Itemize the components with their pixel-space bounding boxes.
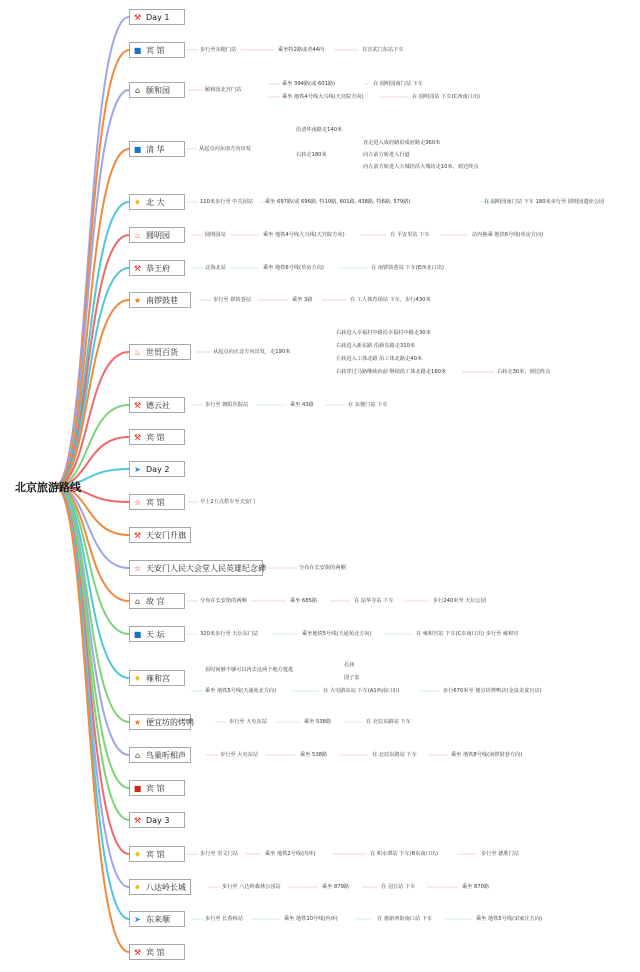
- topic-label: 北 大: [146, 197, 165, 207]
- route-step: 步行至 崇文门站: [200, 850, 238, 857]
- topic-label: 宾 馆: [146, 432, 165, 442]
- topic-label: 宾 馆: [146, 849, 165, 859]
- route-step: 乘坐 879路: [322, 883, 350, 890]
- star-outline-icon: ☆: [133, 497, 142, 507]
- topic-shimao[interactable]: [129, 344, 191, 360]
- topic-label: 圆明园: [146, 230, 170, 240]
- lightbulb-icon: ♦: [133, 849, 142, 859]
- topic-label: 天 坛: [146, 629, 165, 639]
- topic-hotel1[interactable]: [129, 42, 185, 58]
- topic-hotel6[interactable]: [129, 944, 185, 960]
- route-step: 国子监: [344, 674, 360, 681]
- topic-beida[interactable]: [129, 194, 185, 210]
- route-step: 乘坐 870路: [462, 883, 490, 890]
- hammer-pick-icon: ⚒: [133, 12, 142, 22]
- topic-label: 宾 馆: [146, 783, 165, 793]
- paper-plane-icon: ➤: [134, 464, 141, 474]
- house-icon: ⌂: [134, 596, 141, 606]
- topic-label: 故 宫: [146, 596, 165, 606]
- house-icon: ⌂: [134, 85, 141, 95]
- map-root-title: 北京旅游路线: [15, 481, 81, 494]
- route-step: 乘坐 地铁6号线(草房方向): [263, 264, 324, 271]
- route-step: 在 法华寺站 下车: [354, 597, 394, 604]
- route-step: 乘坐 43路: [290, 401, 314, 408]
- route-step: 步行至 长春桥站: [205, 915, 243, 922]
- topic-label: 宾 馆: [146, 947, 165, 957]
- route-step: 乘坐 地铁8号线(南锣鼓巷方向): [451, 751, 523, 758]
- star-icon: ★: [133, 717, 142, 727]
- route-step: 乘坐 697路(或 696路, 特10路, 601路, 438路, 特6路, 579路): [265, 198, 411, 205]
- route-step: 分布在长安街的两侧: [200, 597, 247, 604]
- route-step: 在 圆明园站 下车(C西南口出): [412, 93, 481, 100]
- route-step: 乘坐 地铁4号线大兴线(天宫院方向): [263, 231, 345, 238]
- topic-yonghegong[interactable]: [129, 670, 185, 686]
- hammer-pick-icon: ⚒: [133, 263, 142, 273]
- route-step: 步行至东便门站: [200, 46, 237, 53]
- route-step: 在 南锣鼓巷站 下车(E西北口出): [371, 264, 444, 271]
- route-step: 乘坐 538路: [300, 751, 328, 758]
- topic-label: 天安门人民大会堂人民英雄纪念碑: [146, 563, 266, 573]
- topic-label: 天安门升旗: [146, 530, 186, 540]
- topic-hotel4[interactable]: [129, 780, 185, 796]
- topic-label: 德云社: [146, 400, 170, 410]
- route-step: 直走进入成府路沿成府路走360米: [363, 139, 441, 146]
- route-step: 步行至 大屯东站: [229, 718, 267, 725]
- topic-label: 清 华: [146, 144, 165, 154]
- route-step: 圆明园站: [205, 231, 226, 238]
- route-step: 在 雍和宫站 下车(C东南口出) 步行至 雍和宫: [416, 630, 519, 637]
- topic-yuanmingyuan[interactable]: [129, 227, 185, 243]
- blue-square-flag-icon: ■: [133, 629, 142, 639]
- route-step: 在 工人体育场站 下车，步行430米: [350, 296, 431, 303]
- route-step: 在 羽丘站 下车: [381, 883, 416, 890]
- red-flag-icon: ■: [133, 783, 142, 793]
- route-step: 在 平安里站 下车: [390, 231, 430, 238]
- route-step: 步行至 朝阳医院站: [205, 401, 249, 408]
- topic-hotel5[interactable]: [129, 846, 185, 862]
- topic-qinghua[interactable]: [129, 141, 185, 157]
- route-step: 乘坐 538路: [304, 718, 332, 725]
- route-step: 孔庙: [344, 661, 355, 668]
- route-step: 320米步行至 天坛东门站: [200, 630, 259, 637]
- topic-label: Day 2: [146, 464, 170, 474]
- topic-tiantan[interactable]: [129, 626, 185, 642]
- hammer-pick-icon: ⚒: [133, 815, 142, 825]
- route-step: 在 北辰东路站 下车: [372, 751, 417, 758]
- route-step: 乘坐 地铁10号线(内环): [284, 915, 338, 922]
- route-step: 右转穿过马路继续向前 继续沿工体北路走160米: [336, 368, 447, 375]
- route-step: 分布在长安街的两侧: [299, 564, 346, 571]
- route-step: 右转进入幸福村中路沿幸福村中路走30米: [336, 329, 431, 336]
- topic-hotel2[interactable]: [129, 429, 185, 445]
- blue-square-flag-icon: ■: [133, 45, 142, 55]
- house-icon: ⌂: [134, 750, 141, 760]
- route-step: 站内换乘 地铁6号线(草房方向): [472, 231, 544, 238]
- topic-gongwangfu[interactable]: [129, 260, 185, 276]
- topic-label: 恭王府: [146, 263, 170, 273]
- route-step: 右转走30米，到达终点: [497, 368, 551, 375]
- route-step: 右转进入新东路 沿新东路走310米: [336, 342, 415, 349]
- lightbulb-icon: ♦: [133, 882, 142, 892]
- topic-renmin[interactable]: [129, 560, 266, 576]
- topic-gugong[interactable]: [129, 593, 185, 609]
- topic-day3[interactable]: [129, 812, 185, 828]
- topic-day2[interactable]: [129, 461, 185, 477]
- route-step: 向左前方转进入大城坊沿大城坊走10米，到达终点: [363, 163, 479, 170]
- route-step: 乘坐 3路: [292, 296, 313, 303]
- topic-label: 宾 馆: [146, 45, 165, 55]
- route-step: 步行至 锣鼓巷站: [213, 296, 251, 303]
- star-icon: ★: [133, 295, 142, 305]
- route-step: 在 大屯路东站 下车(A1西南口出): [323, 687, 400, 694]
- route-step: 在 积水潭站 下车(B东南口出): [370, 850, 438, 857]
- topic-yiheyuan[interactable]: [129, 82, 185, 98]
- route-step: 右转走180米: [296, 151, 327, 158]
- lightbulb-icon: ♦: [133, 197, 142, 207]
- hammer-pick-icon: ⚒: [133, 947, 142, 957]
- topic-label: Day 3: [146, 815, 170, 825]
- route-step: 从起点向正北方向出发，走190米: [213, 348, 291, 355]
- route-step: 向左前方转进入行道: [363, 151, 410, 158]
- topic-label: 东来顺: [146, 914, 170, 924]
- topic-kaoya[interactable]: [129, 714, 194, 730]
- route-step: 在 惠新西街南口站 下车: [377, 915, 433, 922]
- topic-label: 宾 馆: [146, 497, 165, 507]
- route-step: 步行240米至 天坛公园: [433, 597, 487, 604]
- route-step: 乘坐 地铁4号线大兴线(天宫院方向): [282, 93, 364, 100]
- branch-line: [55, 50, 129, 486]
- paper-plane-icon: ➤: [134, 914, 141, 924]
- hammer-pick-icon: ⚒: [133, 432, 142, 442]
- route-step: 在 北辰东路站 下车: [366, 718, 411, 725]
- route-step: 颐和园北宫门站: [205, 86, 242, 93]
- route-step: 早上2五点搭车至天安门: [200, 498, 256, 505]
- route-step: 步行至 八达岭森林公园站: [222, 883, 281, 890]
- topic-label: 南锣鼓巷: [146, 295, 178, 305]
- route-step: 乘坐 地铁2号线(内环): [265, 850, 316, 857]
- topic-nanluoguxiang[interactable]: [129, 292, 191, 308]
- hammer-pick-icon: ⚒: [133, 400, 142, 410]
- topic-label: 颐和园: [146, 85, 170, 95]
- topic-niaochao[interactable]: [129, 747, 191, 763]
- topic-label: 雍和宫: [146, 673, 170, 683]
- route-step: 在宣武门东站下车: [362, 46, 404, 53]
- route-step: 在 东便门站 下车: [348, 401, 388, 408]
- route-step: 乘坐地铁5号线(天通苑北方向): [302, 630, 372, 637]
- topic-label: 八达岭长城: [146, 882, 186, 892]
- route-step: 乘坐 地铁5号线(宋家庄方向): [476, 915, 543, 922]
- topic-hotel3[interactable]: [129, 494, 185, 510]
- topic-label: 便宜坊的烤鸭: [146, 717, 194, 727]
- route-step: 步行670米至 便宜坊烤鸭店(金泉美食宫店): [443, 687, 542, 694]
- route-step: 步行至 大屯东站: [220, 751, 258, 758]
- lightbulb-icon: ♦: [133, 673, 142, 683]
- route-step: 沿清华南路走140米: [296, 126, 343, 133]
- topic-tiananmen[interactable]: [129, 527, 191, 543]
- topic-badaling[interactable]: [129, 879, 191, 895]
- route-step: 左转进入工体北路 沿工体北路走40米: [336, 355, 423, 362]
- topic-donglaishun[interactable]: [129, 911, 185, 927]
- topic-label: 世贸百货: [146, 347, 178, 357]
- flame-icon: ♨: [133, 230, 142, 240]
- topic-label: 鸟巢听相声: [146, 750, 186, 760]
- route-step: 步行至 德胜门站: [481, 850, 519, 857]
- route-step: 在 圆明园南门站 下车 180米步行至 圆明园遗址公园: [484, 198, 605, 205]
- route-step: 乘坐 685路: [290, 597, 318, 604]
- blue-square-flag-icon: ■: [133, 144, 142, 154]
- flame-icon: ♨: [133, 347, 142, 357]
- star-outline-icon: ☆: [133, 563, 142, 573]
- topic-label: Day 1: [146, 12, 170, 22]
- route-step: 110米步行至 中关园站: [200, 198, 254, 205]
- route-step: 乘坐 地铁5号线(天通苑北方向): [205, 687, 277, 694]
- route-step: 看时间够不够可以再去这两个地方逛逛: [205, 666, 294, 673]
- route-step: 乘坐 394路(或 601路): [282, 80, 336, 87]
- topic-day1[interactable]: [129, 9, 185, 25]
- route-step: 乘坐特2路或者44内: [278, 46, 325, 53]
- route-step: 从起点向东南方向出发: [199, 145, 251, 152]
- route-step: 北海北站: [205, 264, 226, 271]
- hammer-pick-icon: ⚒: [133, 530, 142, 540]
- route-step: 在 圆明园南门站 下车: [373, 80, 423, 87]
- topic-deyunshe[interactable]: [129, 397, 185, 413]
